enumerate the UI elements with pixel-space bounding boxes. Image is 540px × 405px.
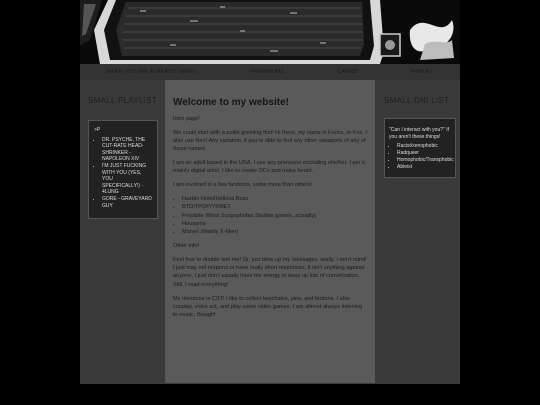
intro-paragraph: We could start with a polite greeting first! Hi there, my name is Fuchs, or Fox. I also use Ren! Any variation, if you're able to find any other variations of any of those names. [173,129,367,153]
top-nav [80,64,460,80]
left-sidebar [88,96,158,219]
main-content [165,80,375,383]
fandom-item: • Frostbite (Most Scopophobia Studios games, actually) [182,212,367,220]
playlist-title: SMALL PLAYLIST [88,96,158,105]
dni-list [389,143,454,171]
fandom-list [173,195,367,236]
dni-box [384,118,456,178]
fandom-item: • Hazbin Hotel/Helluva Boss [182,195,367,203]
fandom-item: • BTD/TPOP/YKMET [182,203,367,211]
playlist-item: • GORE - GRAVEYARD GUY [102,196,152,209]
playlist-item: • I'M JUST FUCKING WITH YOU (YES, YOU SPECIFICALLY!) - 4LUNG [102,163,152,196]
other-info-label: Other info! [173,243,200,250]
playlist-box [88,120,158,219]
messaging-paragraph: Feel free to double text me! Or, just blow up my messages, really. I don't mind! I just may not respond or have really short responses. It isn't anything against anyone, I just don't usually have the energy to keep up lots of conversation. Still, I read everything! [173,256,367,288]
dni-item: • Radqueer [397,150,451,157]
fandom-item: • Marvel (Mainly X-Men) [182,228,367,236]
playlist-item: • DR. PSYCHE, THE CUT-RATE HEAD-SHRINKER - NAPOLEON XIV [102,137,152,163]
playlist-list [94,137,152,210]
about-paragraph: I am an adult based in the USA. I use any pronouns excluding she/her. I am a mainly digital artist. I like to create OCs and make fanart. [173,160,365,175]
page-title: Welcome to my website! [173,97,289,108]
header-banner-image [80,0,460,64]
hobbies-paragraph: My timezone is CST! I like to collect keychains, pins, and buttons. I also cosplay, voice act, and play some video games. I am almost always listening to music, though! [173,295,363,319]
playlist-header: >P [94,127,101,133]
nav-link-pronouns[interactable]: PRONOUNS [250,69,285,75]
intro-label: Intro page! [173,116,200,122]
dni-item: • Ableist [397,164,451,171]
dni-item: • Racist/xenophobic [397,143,451,150]
nav-link-pantry[interactable]: PANTRY [410,69,434,75]
dni-intro: "Can I interact with you?" If you aren't these things! [389,127,449,140]
nav-link-home[interactable]: HERE (YOU'RE ALREADY HERE!) [106,69,199,75]
fandom-item: • Housamo [182,220,367,228]
nav-link-carrd[interactable]: CARRD [337,69,358,75]
fandoms-paragraph: I am involved in a few fandoms, some more than others! [173,182,312,189]
dni-title: SMALL DNI LIST [384,96,450,105]
dni-item: • Homophobic/Transphobic [397,157,451,164]
right-sidebar [384,96,456,178]
